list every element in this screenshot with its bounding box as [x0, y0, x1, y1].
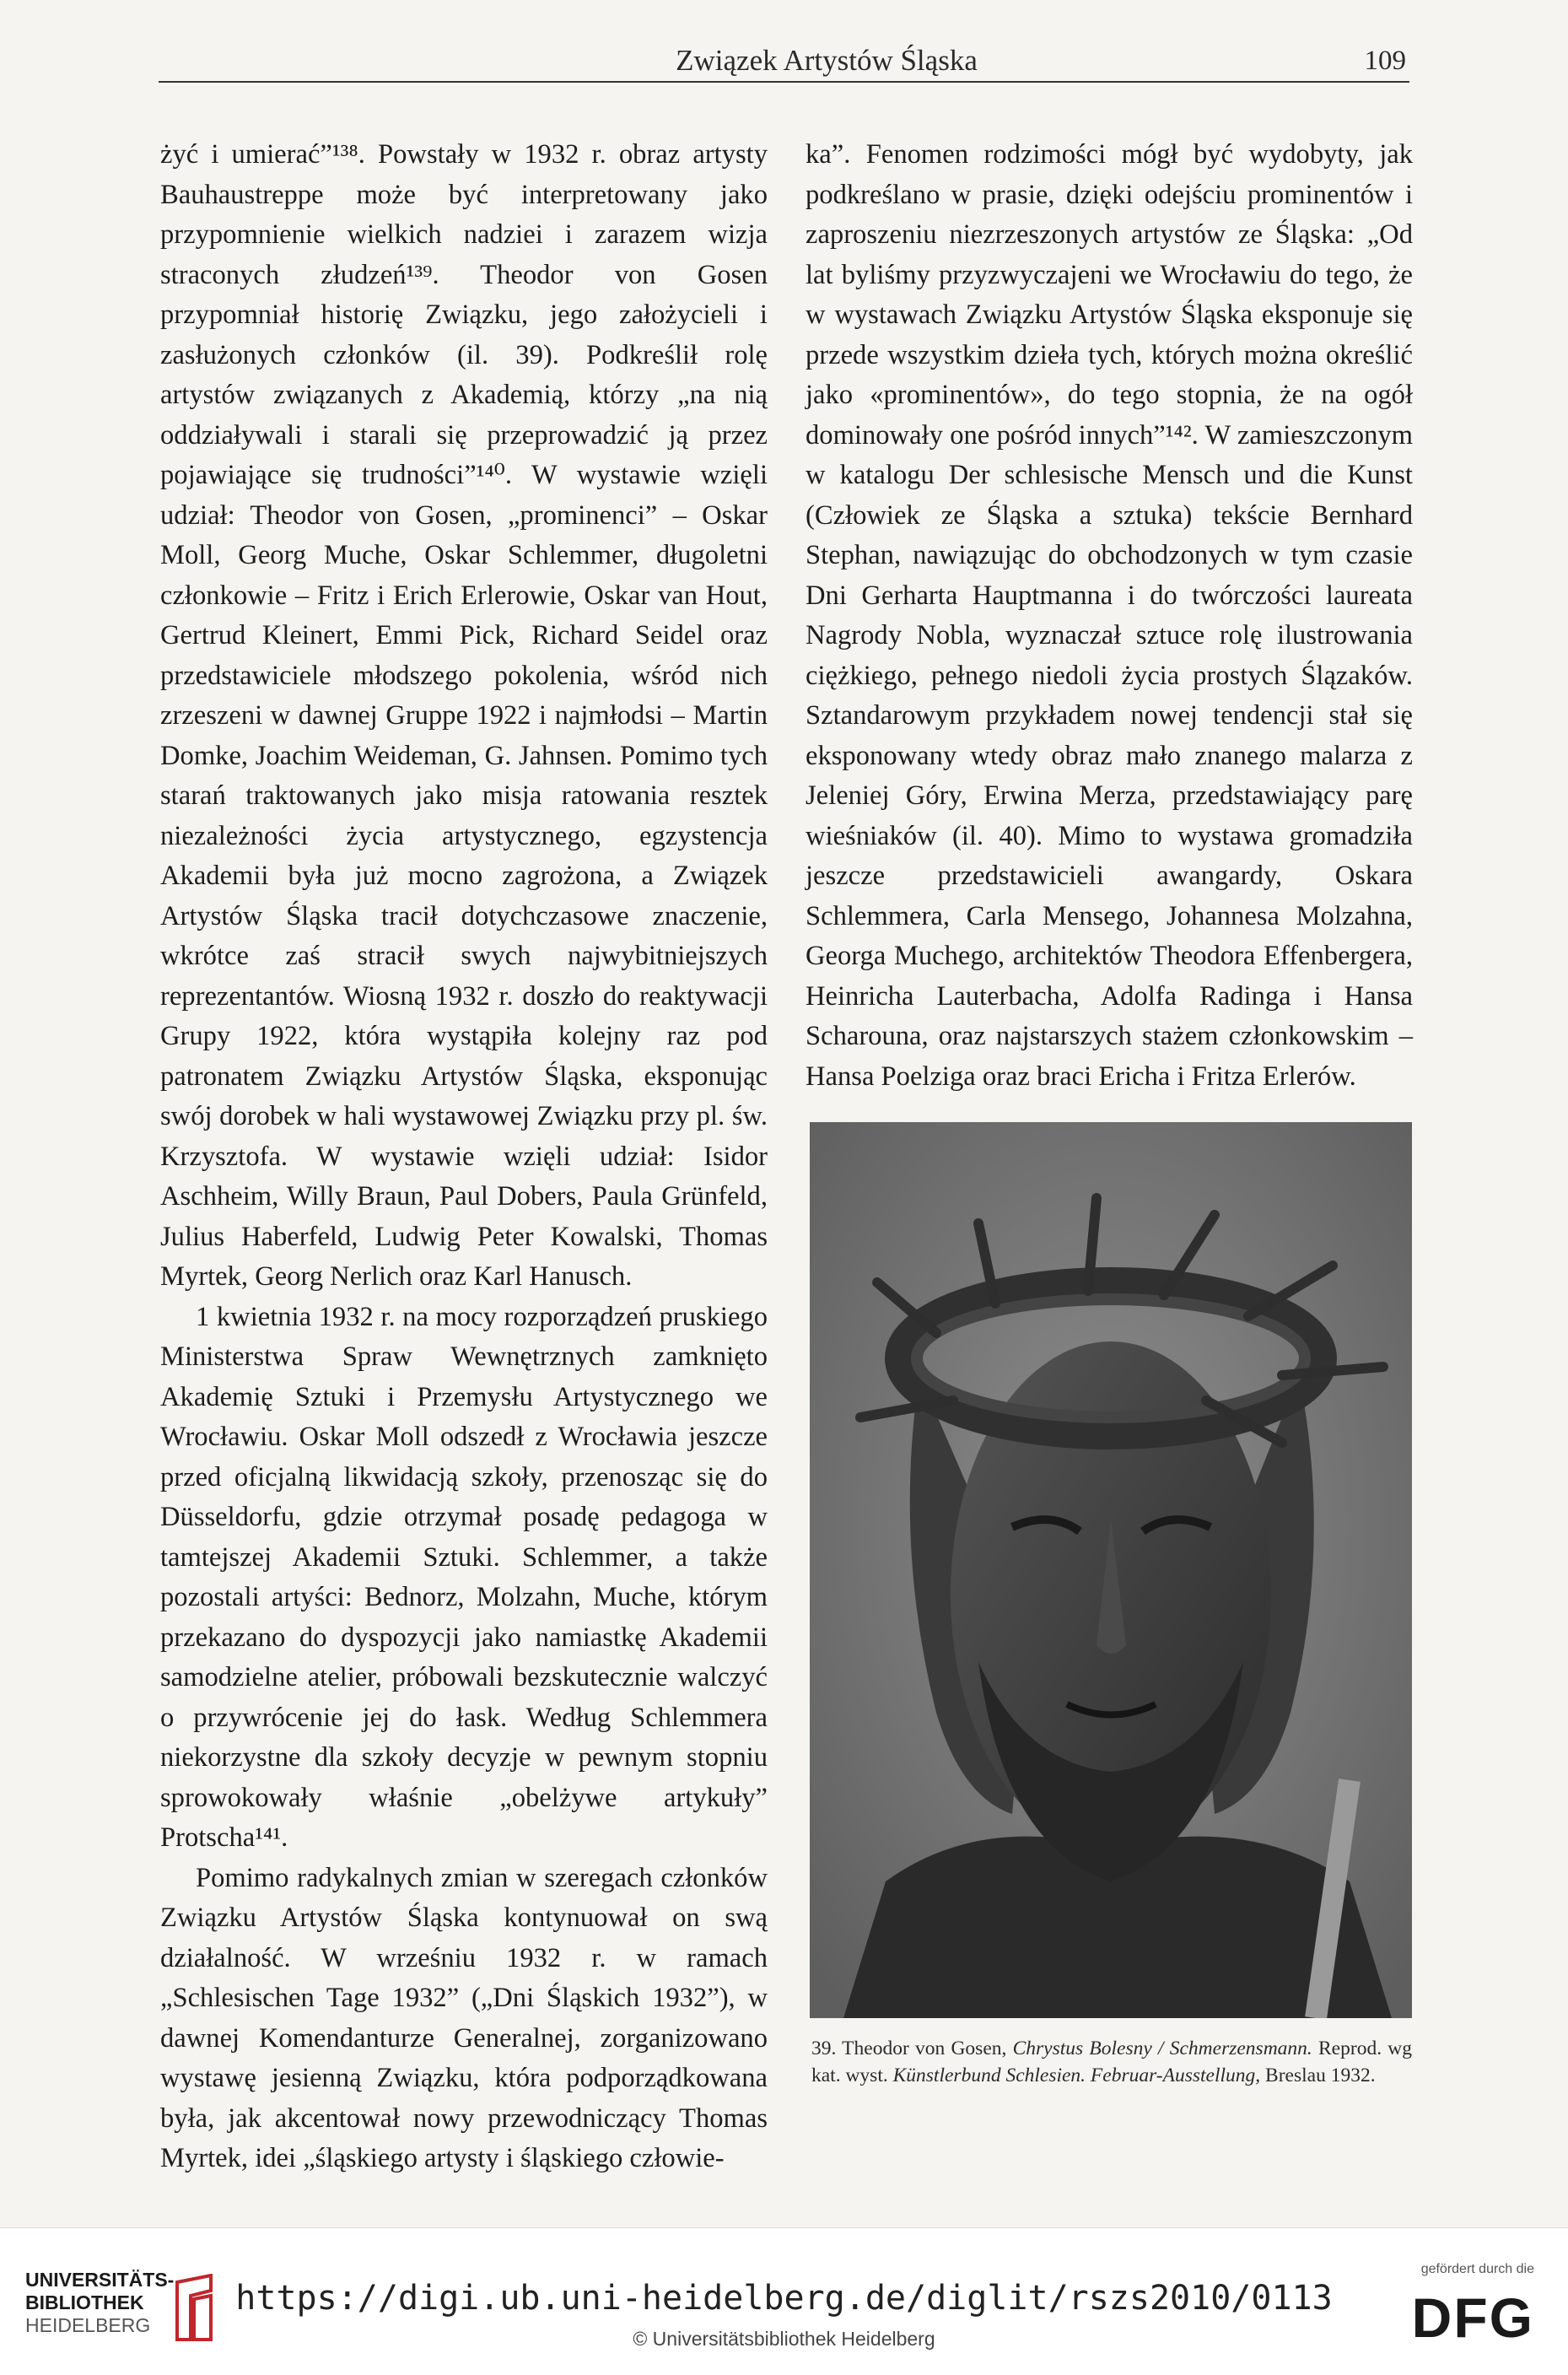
permalink-url[interactable]: https://digi.ub.uni-heidelberg.de/diglit/rszs2010/0113 — [235, 2279, 1333, 2318]
dfg-funding-logo[interactable] — [1374, 2262, 1534, 2355]
viewer-footer — [0, 2227, 1568, 2375]
library-name-line-3: HEIDELBERG — [25, 2314, 151, 2336]
right-column — [806, 135, 1413, 1097]
right-paragraph-1: ka”. Fenomen rodzimości mógł być wydobyty, jak podkreślano w prasie, dzięki odejściu prominentów i zaproszeniu niezrzeszonych artystów ze Śląska: „Od lat byliśmy przyzwyczajeni we Wrocławiu do tego, że w wystawach Związku Artystów Śląska eksponuje się przede wszystkim dzieła tych, których można określić jako «prominentów», do tego stopnia, że na ogół dominowały one pośród innych”¹⁴². W zamieszczonym w katalogu Der schlesische Mensch und die Kunst (Człowiek ze Śląska a sztuka) tekście Bernhard Stephan, nawiązując do obchodzonych w tym czasie Dni Gerharta Hauptmanna i do twórczości laureata Nagrody Nobla, wyznaczał sztuce rolę ilustrowania ciężkiego, pełnego niedoli życia prostych Ślązaków. Sztandarowym przykładem nowej tendencji stał się eksponowany wtedy obraz mało znanego malarza z Jeleniej Góry, Erwina Merza, przedstawiający parę wieśniaków (il. 40). Mimo to wystawa gromadziła jeszcze przedstawicieli awangardy, Oskara Schlemmera, Carla Mensego, Johannesa Molzahna, Georga Muchego, architektów Theodora Effenbergera, Heinricha Lauterbacha, Adolfa Radinga i Hansa Scharouna, oraz najstarszych stażem członkowskim – Hansa Poelziga oraz braci Ericha i Fritza Erlerów. — [806, 139, 1413, 1092]
library-name-line-1: UNIVERSITÄTS- — [25, 2269, 175, 2291]
figure-caption — [811, 2035, 1412, 2089]
caption-place: Breslau 1932. — [1260, 2065, 1376, 2086]
left-paragraph-2: 1 kwietnia 1932 r. na mocy rozporządzeń pruskiego Ministerstwa Spraw Wewnętrznych zamknięto Akademię Sztuki i Przemysłu Artystycznego we Wrocławiu. Oskar Moll odszedł z Wrocławia jeszcze przed oficjalną likwidacją szkoły, przenosząc się do Düsseldorfu, gdzie otrzymał posadę pedagoga w tamtejszej Akademii Sztuki. Schlemmer, a także pozostali artyści: Bednorz, Molzahn, Muche, którym przekazano do dyspozycji jako namiastkę Akademii samodzielne atelier, próbowali bezskutecznie walczyć o przywrócenie jej do łask. Według Schlemmera niekorzystne dla szkoły decyzje w pewnym stopniu sprowokowały właśnie „obelżywe artykuły” Protscha¹⁴¹. — [160, 1301, 768, 1853]
left-paragraph-3: Pomimo radykalnych zmian w szeregach członków Związku Artystów Śląska kontynuował on swą działalność. W wrześniu 1932 r. w ramach „Schlesischen Tage 1932” („Dni Śląskich 1932”), w dawnej Komendanturze Generalnej, zorganizowano wystawę jesienną Związku, która podporządkowana była, jak akcentował nowy przewodniczący Thomas Myrtek, idei „śląskiego artysty i śląskiego człowie- — [160, 1862, 768, 2173]
header-rule — [159, 81, 1409, 83]
caption-reprod: Reprod. wg kat. wyst. — [811, 2038, 1413, 2086]
sculpture-image — [810, 1122, 1412, 2018]
library-name-line-2: BIBLIOTHEK — [25, 2291, 144, 2313]
page-number: 109 — [1364, 46, 1406, 76]
caption-title: Chrystus Bolesny / Schmerzensmann. — [1012, 2038, 1312, 2059]
figure-sculpture-photo — [810, 1122, 1412, 2018]
running-header-title: Związek Artystów Śląska — [676, 44, 978, 77]
caption-catalog: Künstlerbund Schlesien. Februar-Ausstellung, — [892, 2065, 1261, 2086]
dfg-logo-text: DFG — [1411, 2286, 1534, 2349]
left-column — [160, 135, 768, 2179]
caption-number: 39. Theodor von Gosen, — [811, 2038, 1013, 2059]
left-paragraph-1: żyć i umierać”¹³⁸. Powstały w 1932 r. obraz artysty Bauhaustreppe może być interpretowany jako przypomnienie wielkich nadziei i zarazem wizja straconych złudzeń¹³⁹. Theodor von Gosen przypomniał historię Związku, jego założycieli i zasłużonych członków (il. 39). Podkreślił rolę artystów związanych z Akademią, którzy „na nią oddziaływali i starali się przeprowadzić ją przez pojawiające się trudności”¹⁴⁰. W wystawie wzięli udział: Theodor von Gosen, „prominenci” – Oskar Moll, Georg Muche, Oskar Schlemmer, długoletni członkowie – Fritz i Erich Erlerowie, Oskar van Hout, Gertrud Kleinert, Emmi Pick, Richard Seidel oraz przedstawiciele młodszego pokolenia, wśród nich zrzeszeni w dawnej Gruppe 1922 i najmłodsi – Martin Domke, Joachim Weideman, G. Jahnsen. Pomimo tych starań traktowanych jako misja ratowania resztek niezależności życia artystycznego, egzystencja Akademii była już mocno zagrożona, a Związek Artystów Śląska tracił dotychczasowe znaczenie, wkrótce zaś stracił swych najwybitniejszych reprezentantów. Wiosną 1932 r. doszło do reaktywacji Grupy 1922, która wystąpiła kolejny raz pod patronatem Związku Artystów Śląska, eksponując swój dorobek w hali wystawowej Związku przy pl. św. Krzysztofa. W wystawie wzięli udział: Isidor Aschheim, Willy Braun, Paul Dobers, Paula Grünfeld, Julius Haberfeld, Ludwig Peter Kowalski, Thomas Myrtek, Georg Nerlich oraz Karl Hanusch. — [160, 139, 768, 1292]
copyright-notice: © Universitätsbibliothek Heidelberg — [633, 2328, 935, 2350]
funding-note: gefördert durch die — [1420, 2262, 1534, 2276]
